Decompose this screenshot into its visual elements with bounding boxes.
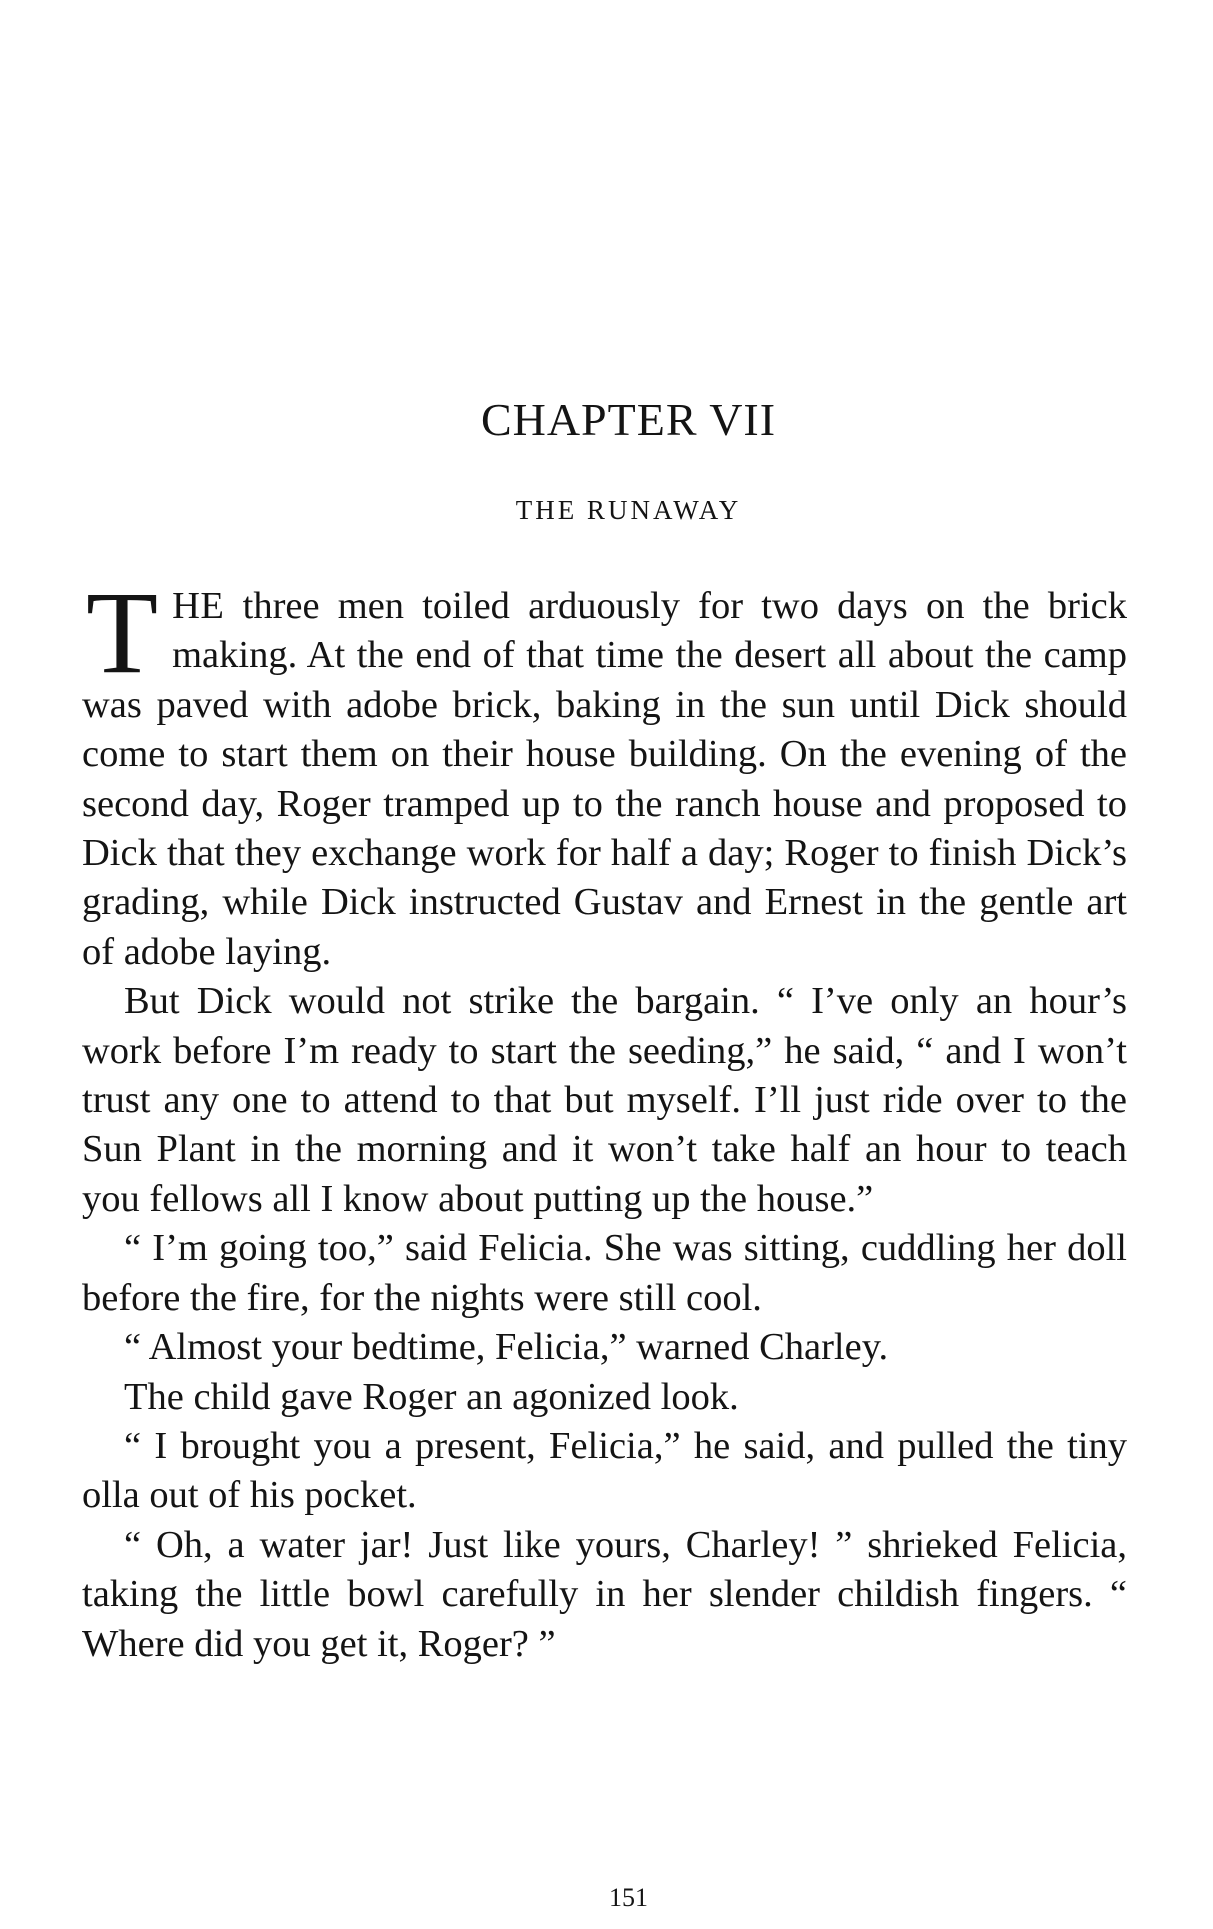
paragraph-4: “ Almost your bedtime, Felicia,” warned Charley. (124, 1326, 889, 1369)
chapter-subtitle: THE RUNAWAY (515, 495, 742, 525)
page-number: 151 (609, 1883, 648, 1912)
paragraph-2: But Dick would not strike the bargain. “ I’ve only an hour’s work before I’m ready to start the seeding,” he said, “ and I won’t trust any one to attend to that but myself. I’ll just ride over to the Sun Plant in the morning and it won’t take half an hour to teach you fellows all I know about putting up the house.” (82, 980, 1127, 1220)
body-text (82, 567, 1127, 1669)
paragraph-1-text: three men toiled arduously for two days on the brick making. At the end of that time the desert all about the camp was paved with adobe brick, baking in the sun until Dick should come to start them on their house building. On the evening of the second day, Roger tramped up to the ranch house and proposed to Dick that they exchange work for half a day; Roger to finish Dick’s grading, while Dick instructed Gustav and Ernest in the gentle art of adobe laying. (82, 585, 1127, 973)
paragraph-6: “ I brought you a present, Felicia,” he said, and pulled the tiny olla out of his pocket. (82, 1424, 1127, 1517)
paragraph-5: The child gave Roger an agonized look. (124, 1375, 739, 1418)
drop-cap: T (86, 567, 159, 698)
chapter-title: CHAPTER VII (480, 394, 777, 445)
paragraph-7: “ Oh, a water jar! Just like yours, Charley! ” shrieked Felicia, taking the little bowl carefully in her slender childish fingers. “ Where did you get it, Roger? ” (82, 1523, 1127, 1665)
paragraph-3: “ I’m going too,” said Felicia. She was sitting, cuddling her doll before the fire, for the nights were still cool. (82, 1227, 1127, 1319)
opening-small-caps: HE (172, 585, 225, 627)
paragraph-1 (82, 567, 1127, 977)
